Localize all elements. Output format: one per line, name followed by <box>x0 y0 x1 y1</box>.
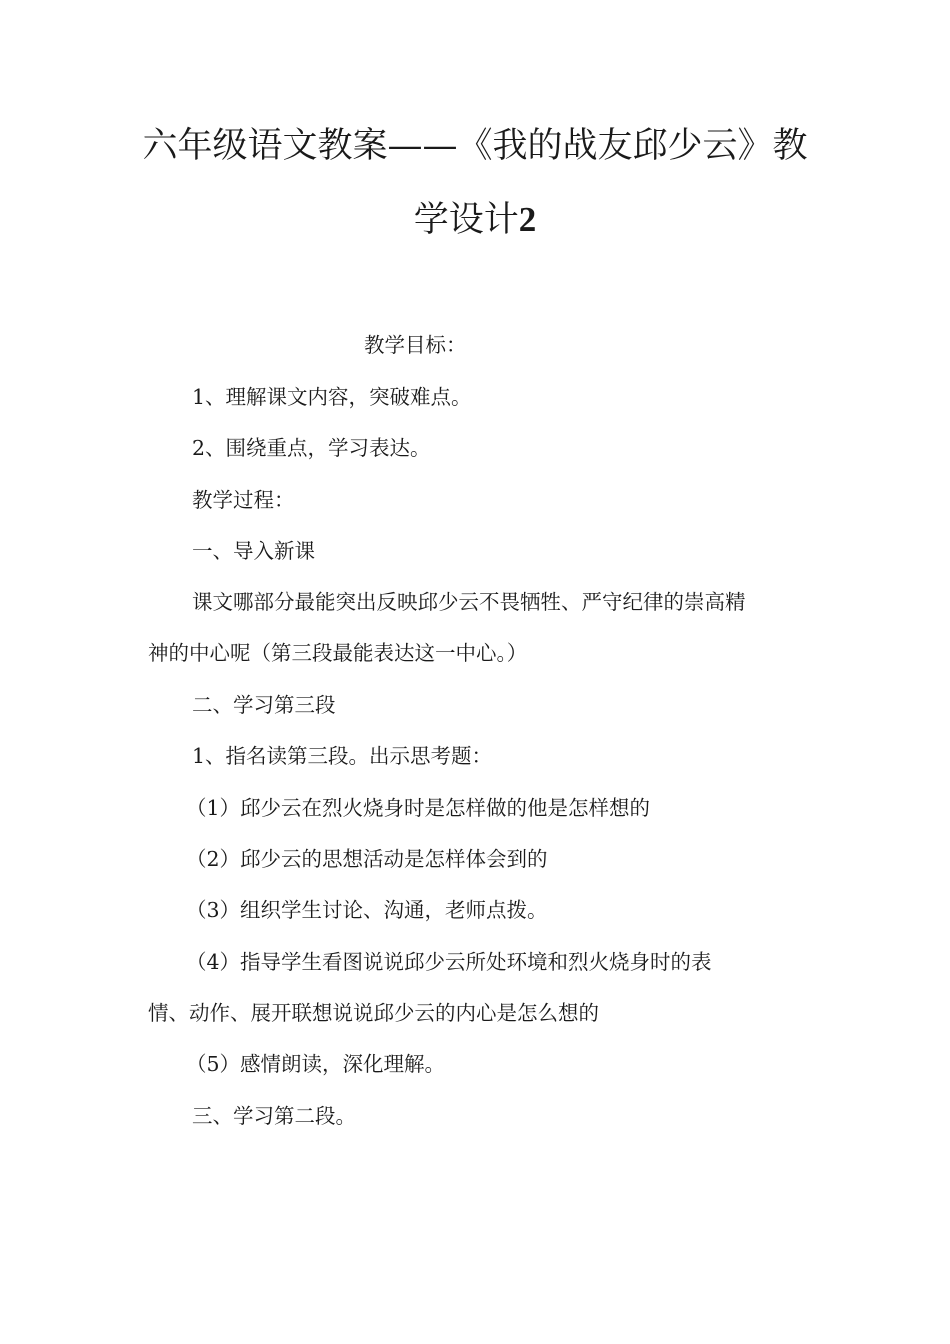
question-item: （4）指导学生看图说说邱少云所处环境和烈火烧身时的表 <box>186 950 712 974</box>
document-title-line-1: 六年级语文教案——《我的战友邱少云》教 <box>142 126 808 166</box>
question-item: （5）感情朗读，深化理解。 <box>186 1052 446 1076</box>
title-text: 学设计 <box>413 200 519 240</box>
title-number: 2 <box>518 200 537 239</box>
paragraph-line: 神的中心呢（第三段最能表达这一中心。） <box>148 641 528 665</box>
step-heading-1: 一、导入新课 <box>192 539 315 563</box>
objective-item-1: 1、理解课文内容，突破难点。 <box>192 385 472 409</box>
step-heading-3: 三、学习第二段。 <box>192 1104 356 1128</box>
paragraph-line: 课文哪部分最能突出反映邱少云不畏牺牲、严守纪律的崇高精 <box>192 590 746 614</box>
paragraph-line: 情、动作、展开联想说说邱少云的内心是怎么想的 <box>148 1001 599 1025</box>
document-title-line-2 <box>140 200 810 240</box>
paragraph-line: 1、指名读第三段。出示思考题： <box>192 744 493 768</box>
question-item: （2）邱少云的思想活动是怎样体会到的 <box>186 847 548 871</box>
section-heading-process: 教学过程： <box>192 488 295 512</box>
section-heading-objectives: 教学目标： <box>364 333 467 357</box>
question-item: （3）组织学生讨论、沟通，老师点拨。 <box>186 898 548 922</box>
objective-item-2: 2、围绕重点，学习表达。 <box>192 436 431 460</box>
question-item: （1）邱少云在烈火烧身时是怎样做的他是怎样想的 <box>186 796 651 820</box>
step-heading-2: 二、学习第三段 <box>192 693 336 717</box>
